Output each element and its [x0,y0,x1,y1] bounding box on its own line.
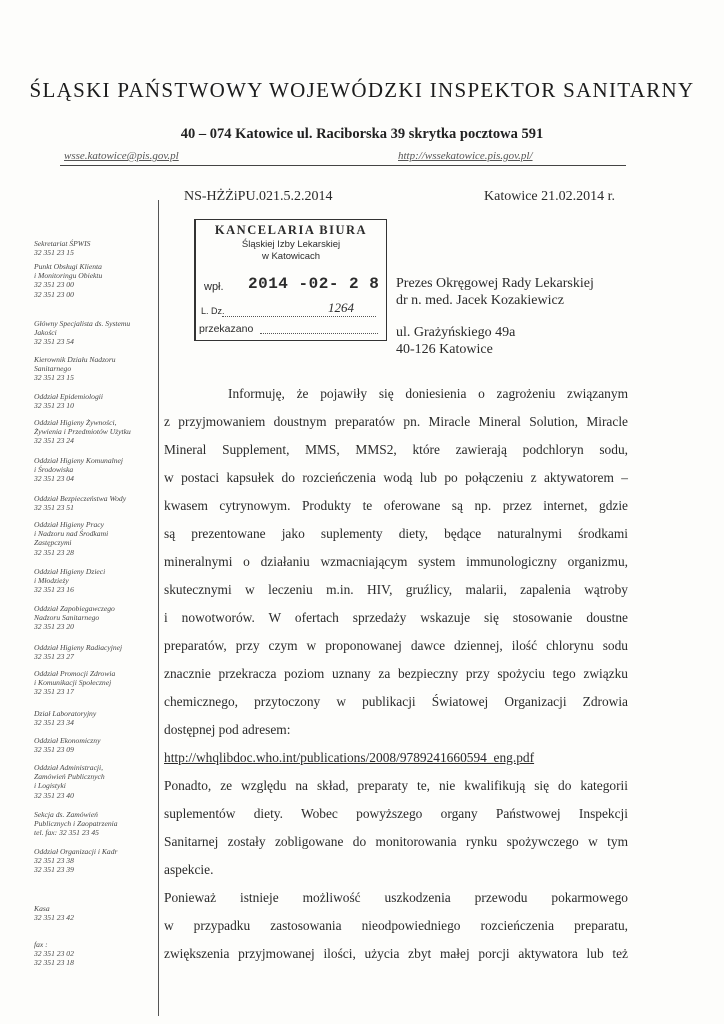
case-signature: NS-HŻŻiPU.021.5.2.2014 [184,189,333,204]
sidebar-department: Punkt Obsługi Klienta i Monitoringu Obiektu 32 351 23 00 32 351 23 00 [34,262,103,299]
body-text-line: zwiększenia przyjmowanej ilości, użycia zbyt małej porcji aktywatora lub też [164,946,628,961]
body-text-line: Mineral Supplement, MMS, MMS2, które zawierają podchloryn sodu, [164,442,628,457]
body-text-line: aspekcie. [164,862,214,877]
website-link[interactable]: http://wssekatowice.pis.gov.pl/ [398,150,533,162]
letter-date: Katowice 21.02.2014 r. [484,189,616,204]
sidebar-department: Oddział Administracji, Zamówień Publicznych i Logistyki 32 351 23 40 [34,763,105,800]
stamp-forwarded-dotted-line [260,323,378,334]
body-text-line: znacznie przekracza poziom uznany za bezpieczny przy spożyciu tego związku [164,666,628,681]
sidebar-department: Sekcja ds. Zamówień Publicznych i Zaopatrzenia tel. fax: 32 351 23 45 [34,810,118,838]
body-text-line: są prezentowane jako suplementy diety, będące naturalnymi środkami [164,526,628,541]
sidebar-department: Oddział Higieny Pracy i Nadzoru nad Środkami Zastępczymi 32 351 23 28 [34,520,109,557]
sidebar-department: Dział Laboratoryjny 32 351 23 34 [34,709,97,728]
body-text-line: Ponieważ istnieje możliwość uszkodzenia przewodu pokarmowego [164,890,628,905]
body-text-line: Informuję, że pojawiły się doniesienia o zagrożeniu związanym [228,386,628,401]
body-text-line: z przyjmowaniem doustnym preparatów pn. Miracle Mineral Solution, Miracle [164,414,628,429]
body-text-line: kwasem cytrynowym. Produkty te oferowane są np. przez internet, gdzie [164,498,628,513]
sidebar-department: Oddział Epidemiologii 32 351 23 10 [34,392,103,411]
stamp-subtitle-1: Śląskiej Izby Lekarskiej [241,239,341,250]
stamp-subtitle-2: w Katowicach [261,251,321,262]
sidebar-department: Oddział Higieny Dzieci i Młodzieży 32 351 23 16 [34,567,106,595]
sidebar-department: Oddział Ekonomiczny 32 351 23 09 [34,736,101,755]
registry-stamp [194,219,387,341]
recipient-name: dr n. med. Jacek Kozakiewicz [396,293,564,308]
sidebar-department: Oddział Higieny Radiacyjnej 32 351 23 27 [34,643,123,662]
sidebar-divider [158,200,159,1016]
body-text-line: i nowotworów. W ofertach sprzedaży wskazuje się stosowanie doustne [164,610,628,625]
institution-address: 40 – 074 Katowice ul. Raciborska 39 skrytka pocztowa 591 [180,126,544,142]
sidebar-department: Kierownik Działu Nadzoru Sanitarnego 32 351 23 15 [34,355,116,383]
stamp-received-label: wpł. [204,281,224,293]
who-publication-link[interactable]: http://whqlibdoc.who.int/publications/2008/9789241660594_eng.pdf [164,750,535,765]
sidebar-department: Oddział Organizacji i Kadr 32 351 23 38 32 351 23 39 [34,847,118,875]
stamp-received-date: 2014 -02- 2 8 [248,275,380,293]
header-divider [60,165,626,166]
body-text-line: chemicznego, przytoczony w publikacji Światowej Organizacji Zdrowia [164,694,628,709]
sidebar-department: fax : 32 351 23 02 32 351 23 18 [34,940,74,968]
sidebar-department: Oddział Higieny Żywności, Żywienia i Przedmiotów Użytku 32 351 23 24 [34,418,131,446]
recipient-street: ul. Grażyńskiego 49a [396,325,516,340]
sidebar-department: Kasa 32 351 23 42 [34,904,74,923]
body-text-line: Ponadto, ze względu na skład, preparaty te, nie kwalifikują się do kategorii [164,778,628,793]
stamp-title: KANCELARIA BIURA [214,223,368,237]
body-text-line: mineralnymi o działaniu wzmacniającym system immunologiczny organizmu, [164,554,628,569]
sidebar-department: Oddział Higieny Komunalnej i Środowiska 32 351 23 04 [34,456,124,484]
recipient-title: Prezes Okręgowej Rady Lekarskiej [396,276,594,291]
document-title: ŚLĄSKI PAŃSTWOWY WOJEWÓDZKI INSPEKTOR SANITARNY [29,78,695,102]
stamp-forwarded-label: przekazano [199,323,254,335]
sidebar-department: Oddział Promocji Zdrowia i Komunikacji Społecznej 32 351 23 17 [34,669,116,697]
recipient-city: 40-126 Katowice [396,342,493,357]
sidebar-department: Oddział Bezpieczeństwa Wody 32 351 23 51 [34,494,127,513]
sidebar-department: Oddział Zapobiegawczego Nadzoru Sanitarnego 32 351 23 20 [34,604,115,632]
body-text-line: preparatów, przy czym w proponowanej dawce dziennej, ilość chlorynu sodu [164,638,628,653]
body-text-line: Sanitarnej zostały zobligowane do monitorowania rynku spożywczego w tym [164,834,628,849]
body-text-line: w postaci kapsułek do rozcieńczenia wodą lub po połączeniu z aktywatorem – [164,470,628,485]
email-link[interactable]: wsse.katowice@pis.gov.pl [64,150,179,162]
sidebar-department: Sekretariat ŚPWIS 32 351 23 15 [34,239,91,258]
body-text-line: w przypadku zastosowania nieodpowiedniego rozcieńczenia preparatu, [164,918,628,933]
sidebar-department: Główny Specjalista ds. Systemu Jakości 32 351 23 54 [34,319,131,347]
stamp-ldz-label: L. Dz. [201,306,225,316]
stamp-ldz-value: 1264 [328,300,354,315]
body-text-line: skutecznymi w leczeniu m.in. HIV, gruźlicy, malarii, zapalenia wątroby [164,582,628,597]
body-text-line: suplementów diety. Wobec powyższego organy Państwowej Inspekcji [164,806,628,821]
body-text-line: dostępnej pod adresem: [164,722,291,737]
